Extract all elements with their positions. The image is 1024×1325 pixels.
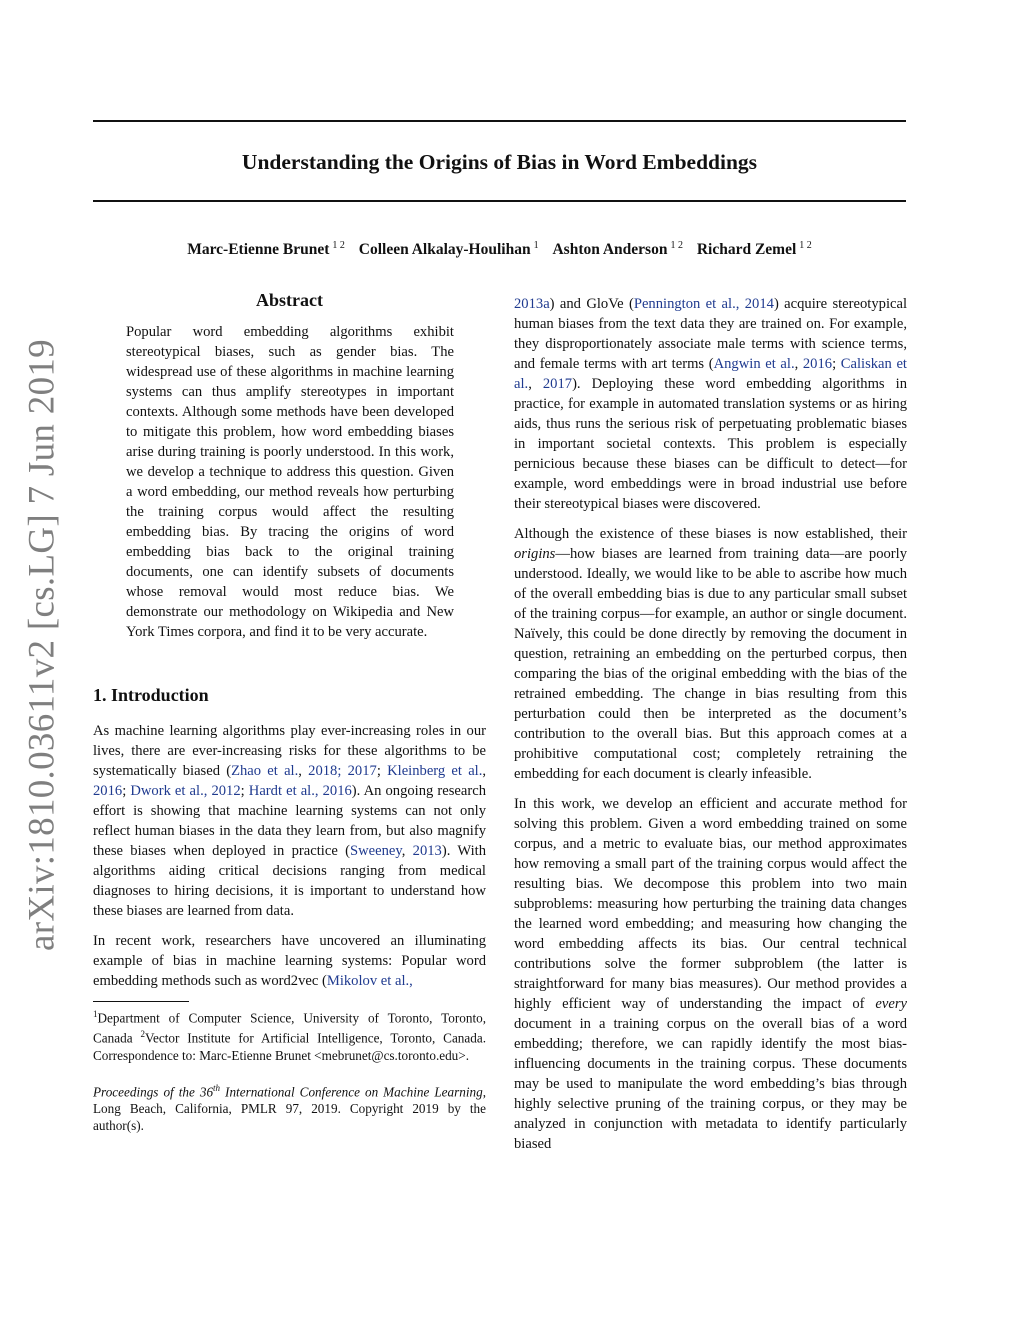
title-rule-top <box>93 120 906 122</box>
emphasis-text: International Conference on Machine Learning <box>220 1084 483 1100</box>
citation-link[interactable]: 2013 <box>412 843 442 859</box>
author <box>187 236 345 260</box>
footnote-proceedings: Proceedings of the 36th International Conference on Machine Learning, Long Beach, California, PMLR 97, 2019. Copyright 2019 by the author(s). <box>93 1082 486 1134</box>
superscript: 1 <box>93 1009 98 1019</box>
emphasis-text: 36 <box>199 1084 214 1100</box>
author-name: Ashton Anderson <box>552 241 668 259</box>
citation-link[interactable]: 2016 <box>93 783 123 799</box>
intro-paragraph-4: In this work, we develop an efficient and accurate method for solving this problem. Given a word embedding trained on some corpus, and a metric to evaluate bias, our method approximates how removing a small part of the training corpus would affect the resulting bias. We decompose this problem into two main subproblems: measuring how perturbing the training data changes the learned word embedding; and measuring how changing the word embedding affects its bias. Our central technical contributions solve the former subproblem (the latter is straightforward for many bias measures). Our method provides a highly efficient way of understanding the impact of every document in a training corpus on the overall bias of a word embedding; therefore, we can rapidly identify the most bias-influencing documents in the training corpus. These documents may be used to manipulate the word embedding’s bias through highly selective pruning of the training corpus, or they may be analyzed in conjunction with metadata to identify particularly biased <box>514 796 907 1152</box>
superscript: 2 <box>140 1029 145 1040</box>
author <box>697 236 812 260</box>
citation-link[interactable]: Pennington et al., 2014 <box>633 296 774 312</box>
footnote-divider <box>93 1001 189 1002</box>
citation-link[interactable]: Zhao et al. <box>231 763 299 779</box>
citation-link[interactable]: Kleinberg et al. <box>387 763 483 779</box>
section-heading-introduction: 1. Introduction <box>93 685 209 705</box>
title-rule-bottom <box>93 200 906 202</box>
right-column <box>514 294 907 1164</box>
author <box>552 236 683 260</box>
footnote-affiliations: $^1$Department of Computer Science, University of Toronto, Toronto, Canada $^2$Vector Institute for Artificial Intelligence, Toronto, Canada. Correspondence to: Marc-Etienne Brunet <mebrunet@cs.toronto.edu>. <box>93 1009 486 1063</box>
author-name: Marc-Etienne Brunet <box>187 241 330 259</box>
intro-paragraph-3: Although the existence of these biases is now established, their origins—how biases are learned from training data—are poorly understood. Ideally, we would like to be able to ascribe how much of the overall embedding bias is due to any particular small subset of the training corpus—for example, an author or single document. Naïvely, this could be done directly by removing the document in question, retraining an embedding on the perturbed corpus, then comparing the bias of the original embedding with the bias of the retrained embedding. The change in bias resulting from this perturbation could then be interpreted as the document’s contribution to the overall bias. But this approach comes at a prohibitive computational cost; completely retraining the embedding for each document is clearly infeasible. <box>514 526 907 782</box>
citation-link[interactable]: Mikolov et al., <box>326 973 413 989</box>
abstract-text: Popular word embedding algorithms exhibit stereotypical biases, such as gender bias. The widespread use of these algorithms in machine learning systems can thus amplify stereotypes in important contexts. Although some methods have been developed to mitigate this problem, how word embedding biases arise during training is poorly understood. In this work, we develop a technique to address this question. Given a word embedding, our method reveals how perturbing the training corpus would affect the resulting embedding bias. By tracing the origins of word embedding bias back to the original training documents, one can identify subsets of documents whose removal would most reduce bias. We demonstrate our methodology on Wikipedia and New York Times corpora, and find it to be very accurate. <box>126 324 454 640</box>
emphasis-text: Proceedings of the <box>93 1084 200 1100</box>
author-name: Colleen Alkalay-Houlihan <box>358 241 531 259</box>
paper-title: Understanding the Origins of Bias in Word Embeddings <box>241 150 758 174</box>
author-name: Richard Zemel <box>696 241 797 259</box>
citation-link[interactable]: Sweeney <box>349 843 402 859</box>
abstract-heading: Abstract <box>256 290 323 310</box>
author-affiliation-marks: 1 2 <box>332 240 345 251</box>
intro-paragraph-1: As machine learning algorithms play ever-increasing roles in our lives, there are ever-increasing risks for these algorithms to be systematically biased (Zhao et al., 2018; 2017; Kleinberg et al., 2016; Dwork et al., 2012; Hardt et al., 2016). An ongoing research effort is showing that machine learning systems can not only reflect human biases in the data they learn from, but also magnify these biases when deployed in practice (Sweeney, 2013). With algorithms aiding critical decisions ranging from medical diagnoses to hiring decisions, it is important to understand how these biases are learned from data. <box>93 723 487 919</box>
left-column <box>93 288 486 1150</box>
citation-link[interactable]: Hardt et al., 2016 <box>248 783 352 799</box>
citation-link[interactable]: 2013a <box>514 296 550 312</box>
superscript: th <box>213 1082 221 1093</box>
author-affiliation-marks: 1 <box>533 240 539 251</box>
author <box>359 236 539 260</box>
arxiv-identifier-stamp: arXiv:1810.03611v2 [cs.LG] 7 Jun 2019 <box>21 339 63 951</box>
citation-link[interactable]: Dwork et al., 2012 <box>130 783 241 799</box>
emphasis-text: origins <box>514 546 556 562</box>
citation-link[interactable]: Angwin et al. <box>713 356 795 372</box>
intro-paragraph-2: In recent work, researchers have uncovered an illuminating example of bias in machine learning systems: Popular word embedding methods such as word2vec (Mikolov et al., <box>93 933 486 989</box>
citation-link[interactable]: 2018; 2017 <box>308 763 377 779</box>
citation-link[interactable]: 2017 <box>542 376 573 392</box>
intro-paragraph-2-continued: 2013a) and GloVe (Pennington et al., 2014) acquire stereotypical human biases from the text data they are trained on. For example, they disproportionately associate male terms with science terms, and female terms with art terms (Angwin et al., 2016; Caliskan et al., 2017). Deploying these word embedding algorithms in practice, for example in automated translation systems or as hiring aids, thus runs the serious risk of perpetuating problematic biases in important societal contexts. This problem is especially pernicious because these biases can be difficult to detect—for example, word embeddings were in broad industrial use before their stereotypical biases were discovered. <box>514 296 908 512</box>
emphasis-text: every <box>875 996 907 1012</box>
author-affiliation-marks: 1 2 <box>670 240 683 251</box>
author-affiliation-marks: 1 2 <box>799 240 812 251</box>
citation-link[interactable]: 2016 <box>802 356 833 372</box>
citation-link[interactable]: Caliskan et al. <box>514 356 907 392</box>
author-list <box>93 236 906 260</box>
